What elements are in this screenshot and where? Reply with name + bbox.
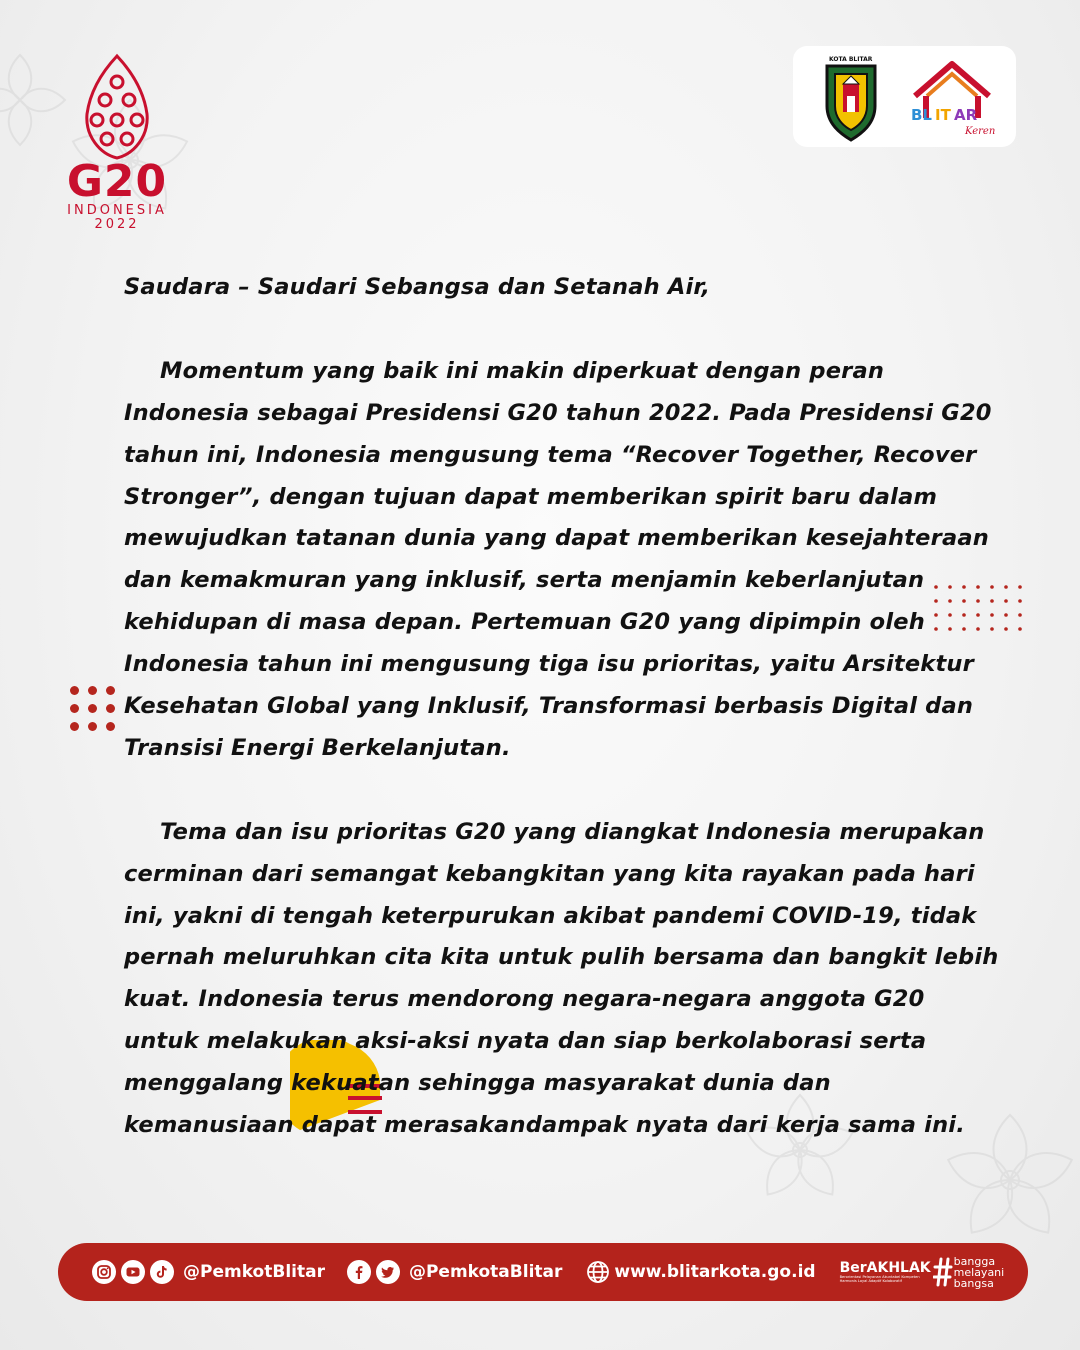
blitar-keren-logo: [907, 56, 997, 140]
social-handle-instagram-youtube-tiktok[interactable]: @PemkotBlitar: [183, 1262, 325, 1282]
letter-greeting: Saudara – Saudari Sebangsa dan Setanah Air,: [124, 274, 711, 300]
letter-paragraph-2: Tema dan isu prioritas G20 yang diangkat Indonesia merupakan cerminan dari semangat kebangkitan yang kita rayakan pada hari ini, yakni di tengah keterpurukan akibat pandemi COVID-19, tidak pernah meluruhkan cita kita untuk pulih bersama dan bangkit lebih kuat. Indonesia terus mendorong negara-negara anggota G20 untuk melakukan aksi-aksi nyata dan siap berkolaborasi serta menggalang kekuatan sehingga masyarakat dunia dan kemanusiaan dapat merasakandampak nyata dari kerja sama ini.: [124, 818, 999, 1139]
bangga-melayani-bangsa-logo: [954, 1256, 1005, 1289]
bangga-line-3: bangsa: [953, 1276, 994, 1290]
youtube-icon[interactable]: [121, 1260, 145, 1284]
instagram-icon[interactable]: [92, 1260, 116, 1284]
g20-indonesia-logo: [52, 52, 182, 242]
g20-gunungan-emblem-icon: [52, 52, 182, 162]
kota-blitar-crest-icon: [821, 62, 881, 142]
svg-text:IT: IT: [935, 106, 951, 124]
bangga-line-1: bangga: [953, 1254, 996, 1268]
svg-text:BL: BL: [911, 106, 932, 124]
footer-social-bar: [58, 1243, 1028, 1301]
berakhlak-tagline-1: Berorientasi Pelayanan Akuntabel Kompeten: [839, 1275, 920, 1279]
facebook-icon[interactable]: [347, 1260, 371, 1284]
g20-logo-year: 2022: [94, 217, 140, 232]
kota-blitar-crest-label: KOTA BLITAR: [829, 56, 873, 63]
partner-logos-box: [793, 46, 1016, 147]
berakhlak-logo: [840, 1261, 931, 1283]
berakhlak-tagline-2: Harmonis Loyal Adaptif Kolaboratif: [839, 1279, 902, 1283]
svg-text:Keren: Keren: [965, 126, 996, 137]
svg-text:AR: AR: [954, 106, 978, 124]
bangga-line-2: melayani: [953, 1265, 1005, 1279]
tiktok-icon[interactable]: [150, 1260, 174, 1284]
g20-logo-subtitle: INDONESIA: [67, 203, 167, 218]
hashtag-icon: [933, 1255, 953, 1289]
letter-body: [124, 267, 1004, 1147]
twitter-icon[interactable]: [376, 1260, 400, 1284]
website-link[interactable]: www.blitarkota.go.id: [614, 1262, 816, 1282]
letter-paragraph-1: Momentum yang baik ini makin diperkuat dengan peran Indonesia sebagai Presidensi G20 tahun 2022. Pada Presidensi G20 tahun ini, Indonesia mengusung tema “Recover Together, Recover Stronger”, dengan tujuan dapat memberikan spirit baru dalam mewujudkan tatanan dunia yang dapat memberikan kesejahteraan dan kemakmuran yang inklusif, serta menjamin keberlanjutan kehidupan di masa depan. Pertemuan G20 yang dipimpin oleh Indonesia tahun ini mengusung tiga isu prioritas, yaitu Arsitektur Kesehatan Global yang Inklusif, Transformasi berbasis Digital dan Transisi Energi Berkelanjutan.: [124, 357, 992, 761]
g20-logo-title: G20: [66, 156, 168, 207]
globe-icon[interactable]: [586, 1260, 610, 1284]
berakhlak-title: BerAKHLAK: [839, 1260, 931, 1276]
social-handle-facebook-twitter[interactable]: @PemkotaBlitar: [408, 1262, 563, 1282]
dot-pattern-left: [70, 686, 120, 736]
